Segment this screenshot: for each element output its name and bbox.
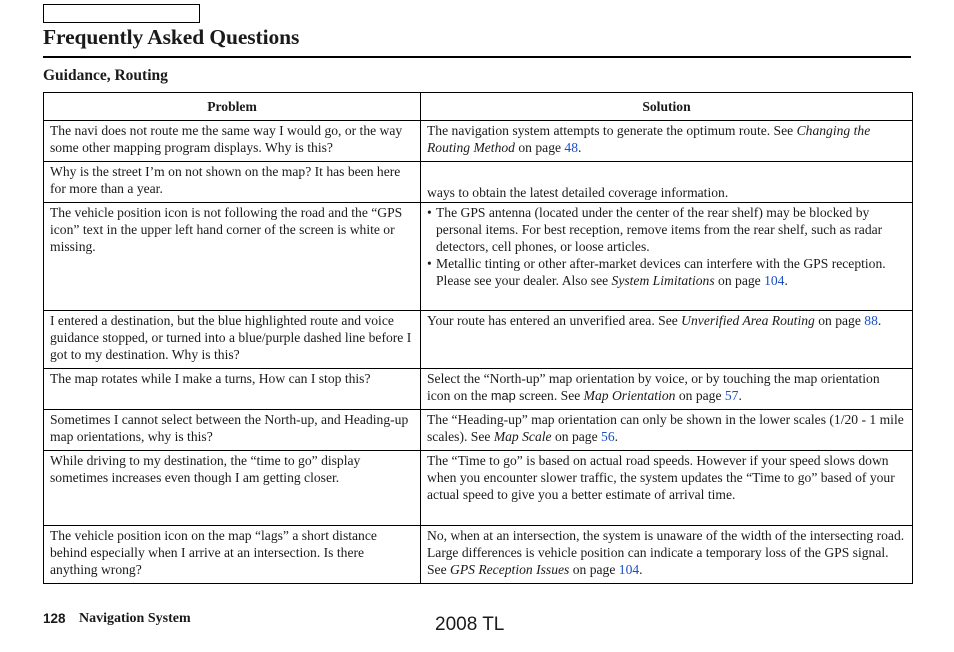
solution-cell: No, when at an intersection, the system is unaware of the width of the intersecting road. Large differences is vehicle position can indicate a temporary loss of the GPS signal. See GPS Reception Issues on page 104. [421,526,913,584]
problem-cell: The navi does not route me the same way I would go, or the way some other mapping program displays. Why is this? [44,121,421,162]
page-title: Frequently Asked Questions [43,25,300,49]
problem-cell: Why is the street I’m on not shown on the map? It has been here for more than a year. [44,162,421,203]
solution-cell: Your route has entered an unverified area. See Unverified Area Routing on page 88. [421,311,913,369]
problem-cell: While driving to my destination, the “time to go” display sometimes increases even though I am getting closer. [44,451,421,526]
column-header-problem: Problem [44,93,421,121]
problem-cell: Sometimes I cannot select between the North-up, and Heading-up map orientations, why is this? [44,410,421,451]
model-label: 2008 TL [435,614,505,635]
solution-cell: The navigation system attempts to generate the optimum route. See Changing the Routing Method on page 48. [421,121,913,162]
solution-cell: Select the “North-up” map orientation by voice, or by touching the map orientation icon on the map screen. See Map Orientation on page 57. [421,369,913,410]
solution-bullet: • Metallic tinting or other after-market devices can interfere with the GPS reception. Please see your dealer. Also see System Limitations on page 104. [427,255,906,289]
cross-reference: GPS Reception Issues [450,562,570,577]
page-link[interactable]: 57 [724,388,739,403]
table-header-row [44,93,913,121]
screen-name: map [490,388,516,403]
table-row [44,526,913,584]
solution-cell: The “Heading-up” map orientation can only be shown in the lower scales (1/20 - 1 mile scales). See Map Scale on page 56. [421,410,913,451]
solution-cell [421,203,913,311]
faq-table [43,92,913,584]
page-link[interactable]: 104 [764,273,785,288]
section-heading: Guidance, Routing [43,67,168,84]
column-header-solution: Solution [421,93,913,121]
solution-cell: ways to obtain the latest detailed coverage information. [421,162,913,203]
table-row [44,369,913,410]
page-link[interactable]: 48 [564,140,579,155]
page-link[interactable]: 56 [601,429,615,444]
table-row [44,162,913,203]
page-link[interactable]: 88 [864,313,878,328]
problem-cell: The map rotates while I make a turns, How can I stop this? [44,369,421,410]
problem-cell: I entered a destination, but the blue highlighted route and voice guidance stopped, or turned into a blue/purple dashed line before I got to my destination. Why is this? [44,311,421,369]
problem-cell: The vehicle position icon is not following the road and the “GPS icon” text in the upper left hand corner of the screen is white or missing. [44,203,421,311]
footer-label: Navigation System [79,611,191,626]
cross-reference: Map Scale [493,429,552,444]
table-row [44,451,913,526]
solution-cell: The “Time to go” is based on actual road speeds. However if your speed slows down when you encounter slower traffic, the system updates the “Time to go” based of your actual speed to give you a better estimate of arrival time. [421,451,913,526]
table-row [44,311,913,369]
cross-reference: Changing the Routing Method [427,123,871,155]
solution-bullet: • The GPS antenna (located under the center of the rear shelf) may be blocked by personal items. For best reception, remove items from the rear shelf, such as radar detectors, cell phones, or loose articles. [427,204,906,255]
title-divider [43,56,911,58]
table-row [44,410,913,451]
header-tab-box [43,4,200,23]
cross-reference: System Limitations [611,273,715,288]
cross-reference: Map Orientation [583,388,676,403]
table-row [44,121,913,162]
page-link[interactable]: 104 [618,562,640,577]
page-number: 128 [43,611,66,626]
cross-reference: Unverified Area Routing [681,313,815,328]
table-row [44,203,913,311]
problem-cell: The vehicle position icon on the map “lags” a short distance behind especially when I arrive at an intersection. Is there anything wrong? [44,526,421,584]
